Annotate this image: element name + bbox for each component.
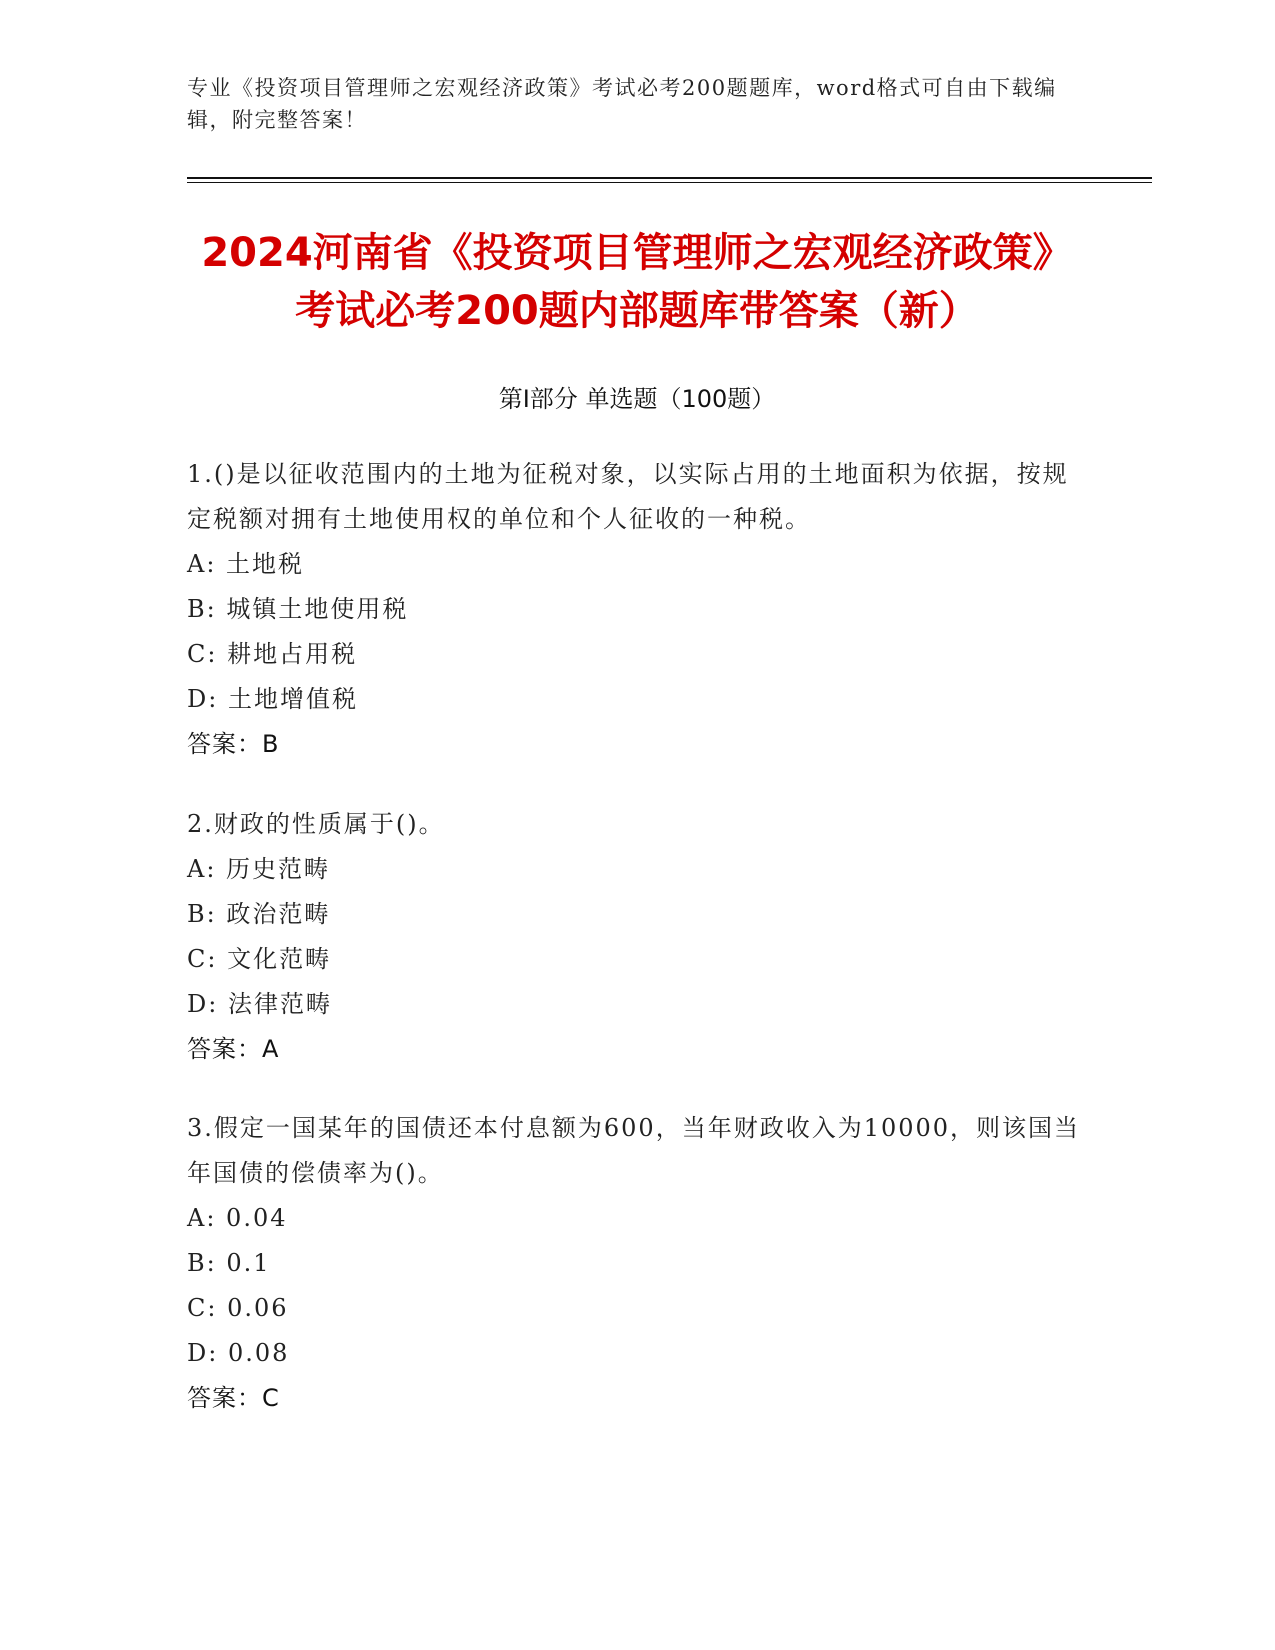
header-rule-thick <box>187 177 1152 179</box>
document-title: 2024河南省《投资项目管理师之宏观经济政策》考试必考200题内部题库带答案（新） <box>201 230 1073 334</box>
option-d: D: 0.08 <box>187 1339 290 1367</box>
option-a: A: 土地税 <box>187 550 305 578</box>
answer: 答案：C <box>187 1384 280 1412</box>
question-2 <box>187 802 1087 1072</box>
option-c: C: 文化范畴 <box>187 945 332 973</box>
answer: 答案：A <box>187 1035 280 1063</box>
question-stem: 3.假定一国某年的国债还本付息额为600，当年财政收入为10000，则该国当年国债的偿债率为()。 <box>187 1114 1081 1187</box>
option-a: A: 历史范畴 <box>187 855 331 883</box>
question-3 <box>187 1106 1087 1421</box>
answer: 答案：B <box>187 730 280 758</box>
question-1 <box>187 452 1087 767</box>
option-c: C: 耕地占用税 <box>187 640 358 668</box>
option-d: D: 土地增值税 <box>187 685 358 713</box>
question-stem: 1.()是以征收范围内的土地为征税对象，以实际占用的土地面积为依据，按规定税额对拥有土地使用权的单位和个人征收的一种税。 <box>187 460 1069 533</box>
question-stem: 2.财政的性质属于()。 <box>187 810 445 838</box>
header-rule-thin <box>187 182 1152 183</box>
section-title: 第I部分 单选题（100题） <box>498 385 776 413</box>
option-d: D: 法律范畴 <box>187 990 332 1018</box>
option-b: B: 0.1 <box>187 1249 271 1277</box>
header-note: 专业《投资项目管理师之宏观经济政策》考试必考200题题库，word格式可自由下载编辑，附完整答案！ <box>187 76 1057 132</box>
option-b: B: 政治范畴 <box>187 900 331 928</box>
option-c: C: 0.06 <box>187 1294 289 1322</box>
option-b: B: 城镇土地使用税 <box>187 595 409 623</box>
option-a: A: 0.04 <box>187 1204 288 1232</box>
